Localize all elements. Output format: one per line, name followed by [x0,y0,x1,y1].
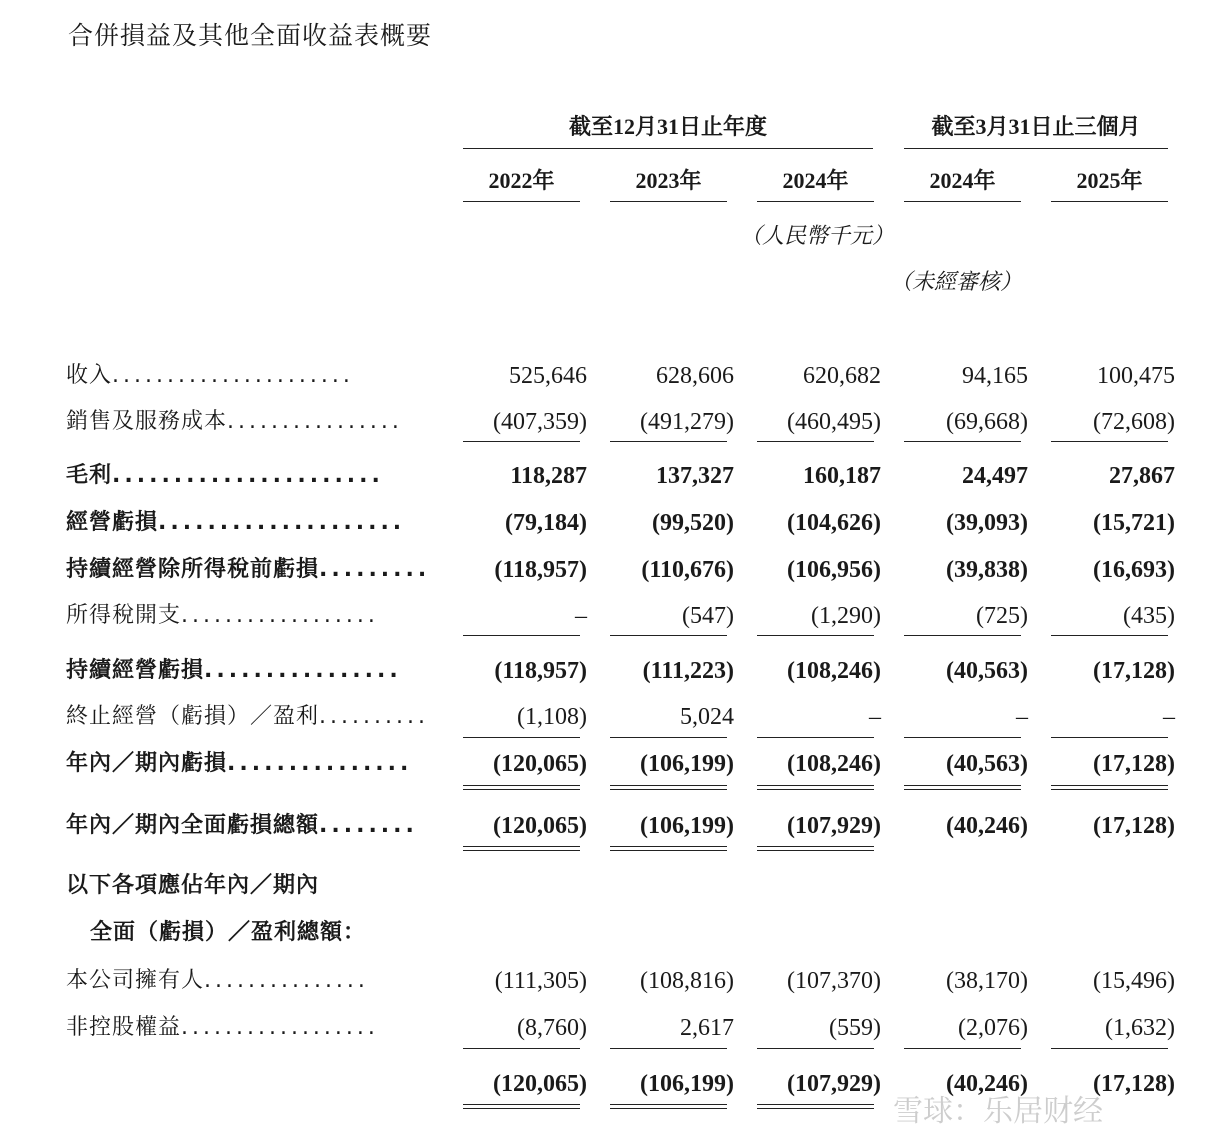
value-cell: 5,024 [680,704,734,730]
value-cell: (725) [976,603,1028,629]
value-cell: 118,287 [510,463,587,489]
attribution-heading-line2 [0,913,1230,953]
total-double-rule [610,1104,727,1109]
value-cell: (15,721) [1093,510,1175,536]
value-cell: – [1016,704,1028,730]
row-label: 終止經營（虧損）／盈利 [66,704,320,729]
row-non-controlling-interests: 非控股權益.................. (8,760) 2,617 (559) (2,076) (1,632) [0,1008,1230,1048]
value-cell: (106,199) [640,1071,734,1097]
value-cell: – [575,603,587,629]
total-double-rule [757,1104,874,1109]
year-header-2024: 2024年 [757,164,874,202]
value-cell: 160,187 [803,463,881,489]
value-cell: (99,520) [652,510,734,536]
value-cell: (104,626) [787,510,881,536]
row-income-tax: 所得稅開支.................. – (547) (1,290) (725) (435) [0,596,1230,636]
unaudited-note: （未經審核） [890,269,1023,294]
attribution-heading: 以下各項應佔年內／期內 [66,873,320,898]
subtotal-rule [1051,441,1168,442]
value-cell: 620,682 [803,363,881,389]
value-cell: (120,065) [493,813,587,839]
total-double-rule [1051,785,1168,790]
subtotal-rule [463,635,580,636]
value-cell: (40,563) [946,751,1028,777]
subtotal-rule [1051,635,1168,636]
value-cell: (40,246) [946,1071,1028,1097]
value-cell: (435) [1123,603,1175,629]
value-cell: 137,327 [656,463,734,489]
value-cell: (1,108) [517,704,587,730]
value-cell: (108,816) [640,968,734,994]
row-label: 持續經營除所得稅前虧損 [66,557,320,582]
value-cell: (40,563) [946,658,1028,684]
subtotal-rule [904,737,1021,738]
value-cell: 628,606 [656,363,734,389]
total-double-rule [757,846,874,851]
value-cell: (39,093) [946,510,1028,536]
watermark: 雪球：乐居财经 [893,1094,1103,1129]
attribution-heading: 全面（虧損）／盈利總額： [90,920,367,945]
value-cell: (111,305) [494,968,587,994]
value-cell: 525,646 [509,363,587,389]
subtotal-rule [463,1048,580,1049]
row-gross-profit: 毛利...................... 118,287 137,327 160,187 24,497 27,867 [0,456,1230,496]
value-cell: (107,929) [787,813,881,839]
value-cell: (120,065) [493,1071,587,1097]
total-double-rule [904,785,1021,790]
value-cell: (118,957) [494,557,587,583]
row-label: 非控股權益 [66,1015,182,1040]
value-cell: (72,608) [1093,409,1175,435]
value-cell: (1,632) [1105,1015,1175,1041]
value-cell: (79,184) [505,510,587,536]
row-loss-for-period: 年內／期內虧損............... (120,065) (106,199) (108,246) (40,563) (17,128) [0,744,1230,784]
value-cell: (491,279) [640,409,734,435]
value-cell: – [869,704,881,730]
subtotal-rule [610,737,727,738]
subtotal-rule [463,441,580,442]
subtotal-rule [904,635,1021,636]
value-cell: (111,223) [642,658,734,684]
value-cell: (106,199) [640,751,734,777]
total-double-rule [610,785,727,790]
value-cell: 94,165 [962,363,1028,389]
page-title: 合併損益及其他全面收益表概要 [68,21,433,50]
row-label: 本公司擁有人 [66,968,205,993]
row-label: 毛利 [66,463,113,488]
value-cell: (106,199) [640,813,734,839]
row-label: 經營虧損 [66,510,159,535]
row-total-comprehensive-loss: 年內／期內全面虧損總額........ (120,065) (106,199) (107,929) (40,246) (17,128) [0,806,1230,846]
row-loss-before-tax: 持續經營除所得稅前虧損......... (118,957) (110,676) (106,956) (39,838) (16,693) [0,550,1230,590]
row-label: 銷售及服務成本 [66,409,228,434]
value-cell: (120,065) [493,751,587,777]
value-cell: (107,370) [787,968,881,994]
attribution-heading-line1 [0,866,1230,906]
value-cell: 100,475 [1097,363,1175,389]
value-cell: (8,760) [517,1015,587,1041]
value-cell: (110,676) [641,557,734,583]
value-cell: (108,246) [787,658,881,684]
value-cell: (1,290) [811,603,881,629]
row-discontinued-operations: 終止經營（虧損）／盈利.......... (1,108) 5,024 – – – [0,697,1230,737]
row-label: 年內／期內全面虧損總額 [66,813,320,838]
row-continuing-loss: 持續經營虧損................ (118,957) (111,223) (108,246) (40,563) (17,128) [0,651,1230,691]
subtotal-rule [463,737,580,738]
value-cell: – [1163,704,1175,730]
value-cell: (16,693) [1093,557,1175,583]
row-revenue: 收入...................... 525,646 628,606 620,682 94,165 100,475 [0,356,1230,396]
value-cell: (559) [829,1015,881,1041]
subtotal-rule [904,441,1021,442]
subtotal-rule [757,737,874,738]
subtotal-rule [610,635,727,636]
value-cell: (106,956) [787,557,881,583]
value-cell: (15,496) [1093,968,1175,994]
header-three-months-ended: 截至3月31日止三個月 [904,110,1168,149]
value-cell: (17,128) [1093,813,1175,839]
value-cell: (39,838) [946,557,1028,583]
value-cell: (38,170) [946,968,1028,994]
value-cell: (107,929) [787,1071,881,1097]
value-cell: (460,495) [787,409,881,435]
year-header-2025-q1: 2025年 [1051,164,1168,202]
total-double-rule [463,785,580,790]
total-double-rule [463,1104,580,1109]
subtotal-rule [757,1048,874,1049]
value-cell: (2,076) [958,1015,1028,1041]
subtotal-rule [757,635,874,636]
row-operating-loss: 經營虧損.................... (79,184) (99,520) (104,626) (39,093) (15,721) [0,503,1230,543]
value-cell: (108,246) [787,751,881,777]
value-cell: (547) [682,603,734,629]
year-header-2022: 2022年 [463,164,580,202]
value-cell: (407,359) [493,409,587,435]
subtotal-rule [610,441,727,442]
subtotal-rule [904,1048,1021,1049]
value-cell: 2,617 [680,1015,734,1041]
value-cell: (40,246) [946,813,1028,839]
subtotal-rule [1051,737,1168,738]
value-cell: (17,128) [1093,658,1175,684]
value-cell: (17,128) [1093,1071,1175,1097]
value-cell: (118,957) [494,658,587,684]
subtotal-rule [610,1048,727,1049]
row-owners-of-company: 本公司擁有人............... (111,305) (108,816) (107,370) (38,170) (15,496) [0,961,1230,1001]
row-label: 持續經營虧損 [66,658,205,683]
value-cell: 27,867 [1109,463,1175,489]
year-header-2024-q1: 2024年 [904,164,1021,202]
total-double-rule [757,785,874,790]
value-cell: (69,668) [946,409,1028,435]
row-cost-of-sales: 銷售及服務成本................ (407,359) (491,279) (460,495) (69,668) (72,608) [0,402,1230,442]
row-label: 所得稅開支 [66,603,182,628]
total-double-rule [610,846,727,851]
value-cell: 24,497 [962,463,1028,489]
row-label: 年內／期內虧損 [66,751,228,776]
header-year-ended: 截至12月31日止年度 [463,110,873,149]
year-header-2023: 2023年 [610,164,727,202]
unit-note: （人民幣千元） [740,223,895,248]
subtotal-rule [757,441,874,442]
value-cell: (17,128) [1093,751,1175,777]
total-double-rule [463,846,580,851]
row-label: 收入 [66,363,113,388]
subtotal-rule [1051,1048,1168,1049]
